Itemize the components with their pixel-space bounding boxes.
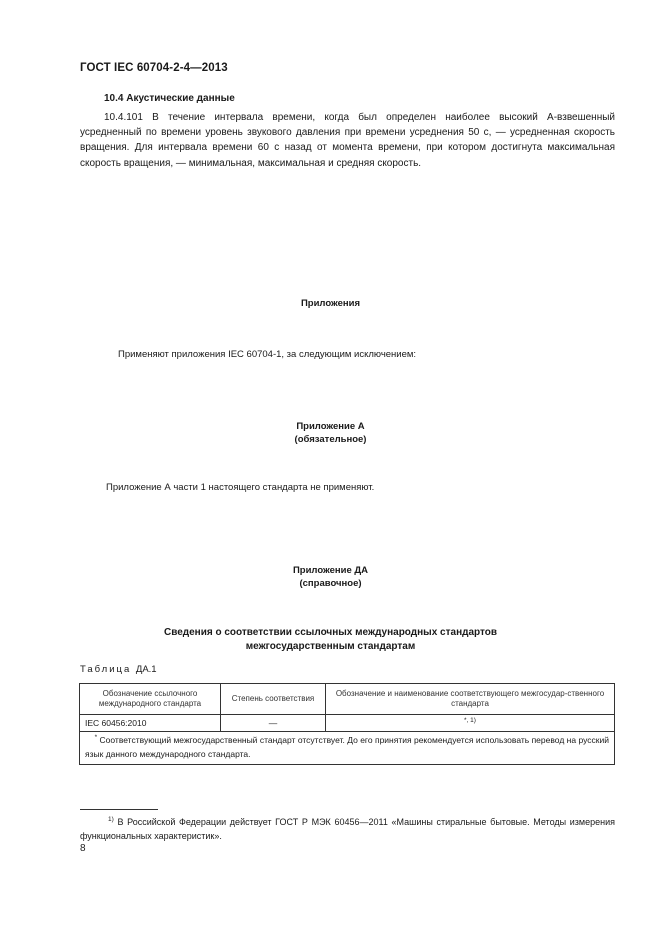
table-note-mark: * [94, 734, 98, 742]
appendix-a-block [0, 420, 661, 446]
table-caption-number: ДА.1 [135, 664, 157, 675]
appendices-title: Приложения [300, 298, 361, 309]
table-caption [80, 664, 157, 675]
paragraph-id: 10.4.101 [104, 112, 143, 123]
appendix-da-title: Приложение ДА [292, 565, 369, 576]
cell-national-ref: , 1) [466, 717, 476, 725]
appendices-intro: Применяют приложения IEC 60704-1, за следующим исключением: [118, 349, 417, 360]
footnote-mark: 1) [108, 816, 114, 823]
section-paragraph [80, 110, 615, 171]
appendix-da-heading-line2: межгосударственным стандартам [245, 641, 416, 652]
table-note-row [80, 732, 615, 765]
appendix-da-block [0, 564, 661, 590]
section-heading: 10.4 Акустические данные [104, 93, 235, 104]
footnote [80, 816, 615, 843]
footnote-text: В Российской Федерации действует ГОСТ Р МЭК 60456—2011 «Машины стиральные бытовые. Методы измерения функциональных характеристик». [80, 817, 615, 841]
header-national-standard: Обозначение и наименование соответствующего межгосудар-ственного стандарта [326, 684, 615, 715]
cell-national-mark: * [464, 717, 467, 725]
appendix-da-heading [0, 626, 661, 654]
appendix-da-status: (справочное) [299, 578, 362, 589]
table-note [80, 732, 615, 765]
appendix-a-status: (обязательное) [294, 434, 367, 445]
table-caption-prefix: Таблица [80, 664, 132, 675]
cell-degree: — [221, 715, 326, 732]
table-row [80, 715, 615, 732]
document-code-header: ГОСТ IEC 60704-2-4—2013 [80, 62, 228, 74]
cell-national [326, 715, 615, 732]
appendix-a-text: Приложение А части 1 настоящего стандарта не применяют. [106, 482, 375, 493]
table-note-text: Соответствующий межгосударственный стандарт отсутствует. До его принятия рекомендуется использовать перевод на русский язык данного международного стандарта. [85, 735, 609, 759]
paragraph-text: В течение интервала времени, когда был определен наиболее высокий А-взвешенный усредненный по времени уровень звукового давления при времени усреднения 50 с, — усредненная скорость вращения. Для интервала времени 60 с назад от момента времени, при котором достигнута максимальная скорость вращения, — минимальная, максимальная и средняя скорость. [80, 112, 615, 169]
appendix-da-heading-line1: Сведения о соответствии ссылочных международных стандартов [163, 627, 498, 638]
appendix-a-title: Приложение А [296, 421, 365, 432]
table-header-row [80, 684, 615, 715]
correspondence-table [79, 683, 615, 765]
header-international-standard: Обозначение ссылочного международного стандарта [80, 684, 221, 715]
footnote-divider [80, 809, 158, 810]
cell-standard: IEC 60456:2010 [80, 715, 221, 732]
header-degree-of-conformity: Степень соответствия [221, 684, 326, 715]
page-number: 8 [80, 843, 86, 854]
